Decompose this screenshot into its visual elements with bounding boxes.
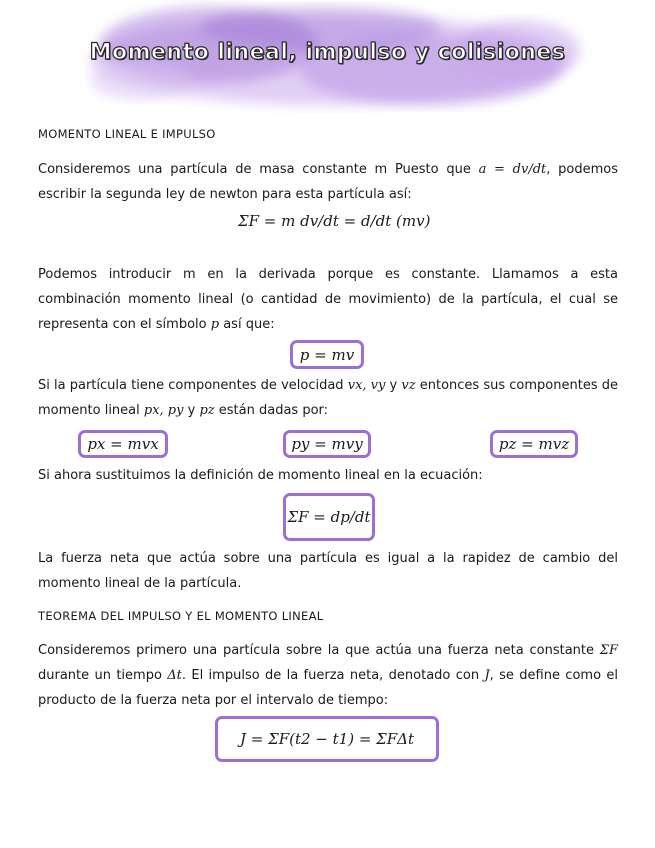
boxed-equation-px: px = mvx xyxy=(78,430,168,458)
paragraph: Si ahora sustituimos la definición de momento lineal en la ecuación: xyxy=(38,468,483,483)
inline-math: a = dv/dt xyxy=(478,162,547,177)
boxed-equation-momentum: p = mv xyxy=(290,340,364,369)
page-title: Momento lineal, impulso y colisiones xyxy=(89,40,566,65)
title-banner xyxy=(60,0,595,118)
boxed-equation-force: ΣF = dp/dt xyxy=(283,493,375,541)
paragraph: Si la partícula tiene componentes de velocidad vx, vy y vz entonces sus componentes de momento lineal px, py y pz están dadas por: xyxy=(38,378,618,418)
paragraph: La fuerza neta que actúa sobre una partícula es igual a la rapidez de cambio del momento lineal de la partícula. xyxy=(38,551,618,591)
boxed-equation-py: py = mvy xyxy=(283,430,371,458)
section-heading: TEOREMA DEL IMPULSO Y EL MOMENTO LINEAL xyxy=(38,609,324,623)
paragraph: Consideremos una partícula de masa constante m Puesto que a = dv/dt, podemos escribir la segunda ley de newton para esta partícula así: xyxy=(38,162,618,202)
paragraph: Consideremos primero una partícula sobre la que actúa una fuerza neta constante ΣF durante un tiempo Δt. El impulso de la fuerza neta, denotado con J, se define como el producto de la fuerza neta por el intervalo de tiempo: xyxy=(38,643,618,708)
paragraph: Podemos introducir m en la derivada porque es constante. Llamamos a esta combinación momento lineal (o cantidad de movimiento) de la partícula, el cual se representa con el símbolo p así que: xyxy=(38,267,618,332)
boxed-equation-pz: pz = mvz xyxy=(490,430,578,458)
section-heading: MOMENTO LINEAL E IMPULSO xyxy=(38,127,216,141)
boxed-equation-impulse: J = ΣF(t2 − t1) = ΣFΔt xyxy=(215,716,439,762)
equation-newton: ΣF = m dv/dt = d/dt (mv) xyxy=(238,212,431,230)
